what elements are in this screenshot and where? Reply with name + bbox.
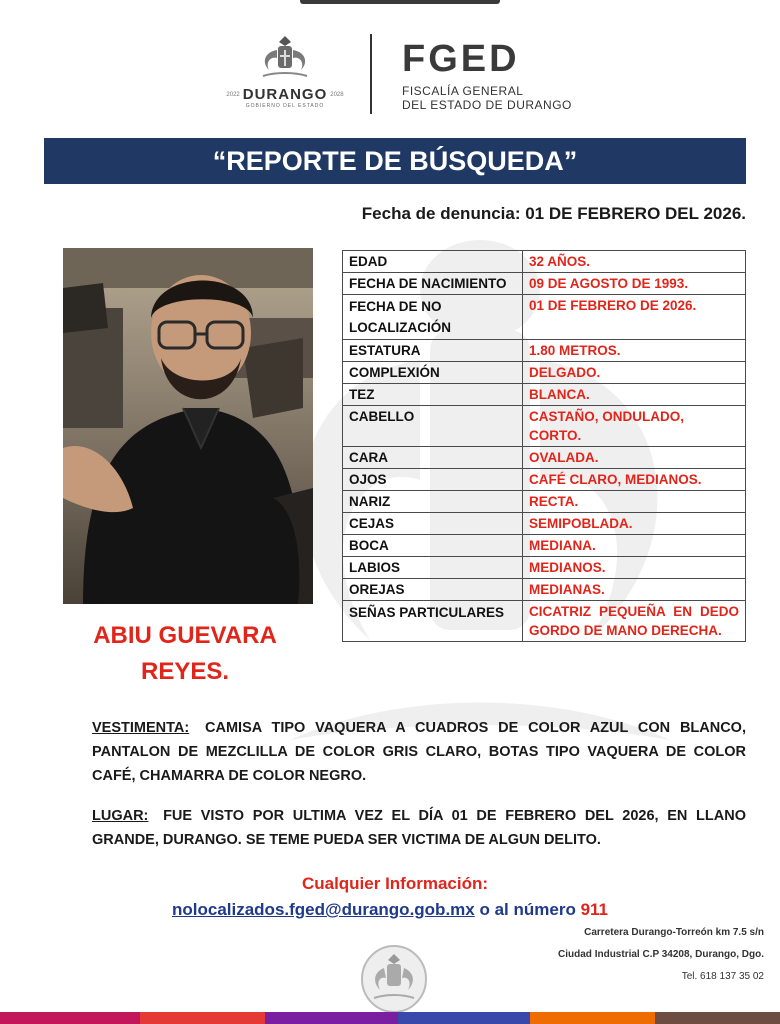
footer-seal-icon (360, 944, 428, 1014)
row-value: DELGADO. (523, 362, 746, 384)
clothing-text: CAMISA TIPO VAQUERA A CUADROS DE COLOR AZUL CON BLANCO, PANTALON DE MEZCLILLA DE COLOR GRIS CLARO, BOTAS TIPO VAQUERA DE COLOR CAFÉ, CHAMARRA DE COLOR NEGRO. (92, 720, 746, 784)
fged-subtitle: FISCALÍA GENERAL DEL ESTADO DE DURANGO (402, 84, 572, 112)
row-value: 01 DE FEBRERO DE 2026. (523, 295, 746, 340)
table-row (343, 384, 746, 406)
row-value: RECTA. (523, 491, 746, 513)
table-row (343, 273, 746, 295)
table-row (343, 295, 746, 340)
table-row (343, 491, 746, 513)
table-row (343, 340, 746, 362)
office-address (558, 922, 764, 988)
row-value: MEDIANOS. (523, 557, 746, 579)
table-row (343, 579, 746, 601)
row-label: OREJAS (343, 579, 523, 601)
contact-email-link[interactable]: nolocalizados.fged@durango.gob.mx (171, 900, 475, 919)
row-label: OJOS (343, 469, 523, 491)
row-label: FECHA DE NACIMIENTO (343, 273, 523, 295)
table-row (343, 469, 746, 491)
header-divider (370, 34, 372, 114)
report-title-banner: “REPORTE DE BÚSQUEDA” (44, 138, 746, 184)
row-label: CABELLO (343, 406, 523, 447)
row-value: SEMIPOBLADA. (523, 513, 746, 535)
clothing-label: VESTIMENTA: (92, 720, 190, 736)
row-value: 1.80 METROS. (523, 340, 746, 362)
table-row (343, 362, 746, 384)
fged-title: FGED (402, 38, 520, 80)
row-label: SEÑAS PARTICULARES (343, 601, 523, 642)
row-label: CARA (343, 447, 523, 469)
emergency-number: 911 (580, 900, 609, 919)
row-value: MEDIANA. (523, 535, 746, 557)
missing-person-photo (63, 248, 313, 604)
contact-connector: o al número (479, 900, 576, 919)
footer-color-bar (0, 1012, 780, 1024)
row-label: CEJAS (343, 513, 523, 535)
table-row (343, 535, 746, 557)
row-value: MEDIANAS. (523, 579, 746, 601)
contact-title: Cualquier Información: (301, 874, 489, 893)
row-value: BLANCA. (523, 384, 746, 406)
row-label: TEZ (343, 384, 523, 406)
table-row (343, 251, 746, 273)
location-label: LUGAR: (92, 808, 149, 824)
table-row (343, 513, 746, 535)
row-label: ESTATURA (343, 340, 523, 362)
row-label: FECHA DE NO LOCALIZACIÓN (343, 295, 523, 340)
report-date: Fecha de denuncia: 01 DE FEBRERO DEL 2026. (361, 204, 746, 223)
durango-logo (210, 32, 360, 116)
row-value: OVALADA. (523, 447, 746, 469)
row-label: EDAD (343, 251, 523, 273)
table-row (343, 406, 746, 447)
durango-subtitle: GOBIERNO DEL ESTADO (245, 103, 325, 109)
table-row (343, 557, 746, 579)
row-value: CICATRIZ PEQUEÑA EN DEDO GORDO DE MANO DERECHA. (523, 601, 746, 642)
row-label: BOCA (343, 535, 523, 557)
durango-wordmark: 2022 DURANGO 2028 (226, 86, 344, 103)
contact-line (0, 900, 780, 920)
location-text: FUE VISTO POR ULTIMA VEZ EL DÍA 01 DE FEBRERO DEL 2026, EN LLANO GRANDE, DURANGO. SE TEME PUEDA SER VICTIMA DE ALGUN DELITO. (92, 808, 746, 848)
details-table (342, 250, 746, 642)
table-row (343, 601, 746, 642)
person-name: ABIU GUEVARA REYES. (93, 622, 277, 685)
fged-logo (402, 40, 582, 112)
row-label: COMPLEXIÓN (343, 362, 523, 384)
crest-icon (255, 32, 315, 84)
clothing-paragraph (92, 716, 746, 788)
row-value: 09 DE AGOSTO DE 1993. (523, 273, 746, 295)
address-line-1: Carretera Durango-Torreón km 7.5 s/n (584, 927, 764, 938)
table-row (343, 447, 746, 469)
top-rule (300, 0, 500, 4)
row-label: NARIZ (343, 491, 523, 513)
row-label: LABIOS (343, 557, 523, 579)
location-paragraph (92, 804, 746, 852)
person-photo-icon (63, 248, 313, 604)
address-phone: Tel. 618 137 35 02 (681, 971, 764, 982)
row-value: CAFÉ CLARO, MEDIANOS. (523, 469, 746, 491)
row-value: CASTAÑO, ONDULADO, CORTO. (523, 406, 746, 447)
row-value: 32 AÑOS. (523, 251, 746, 273)
address-line-2: Ciudad Industrial C.P 34208, Durango, Dgo. (558, 949, 764, 960)
